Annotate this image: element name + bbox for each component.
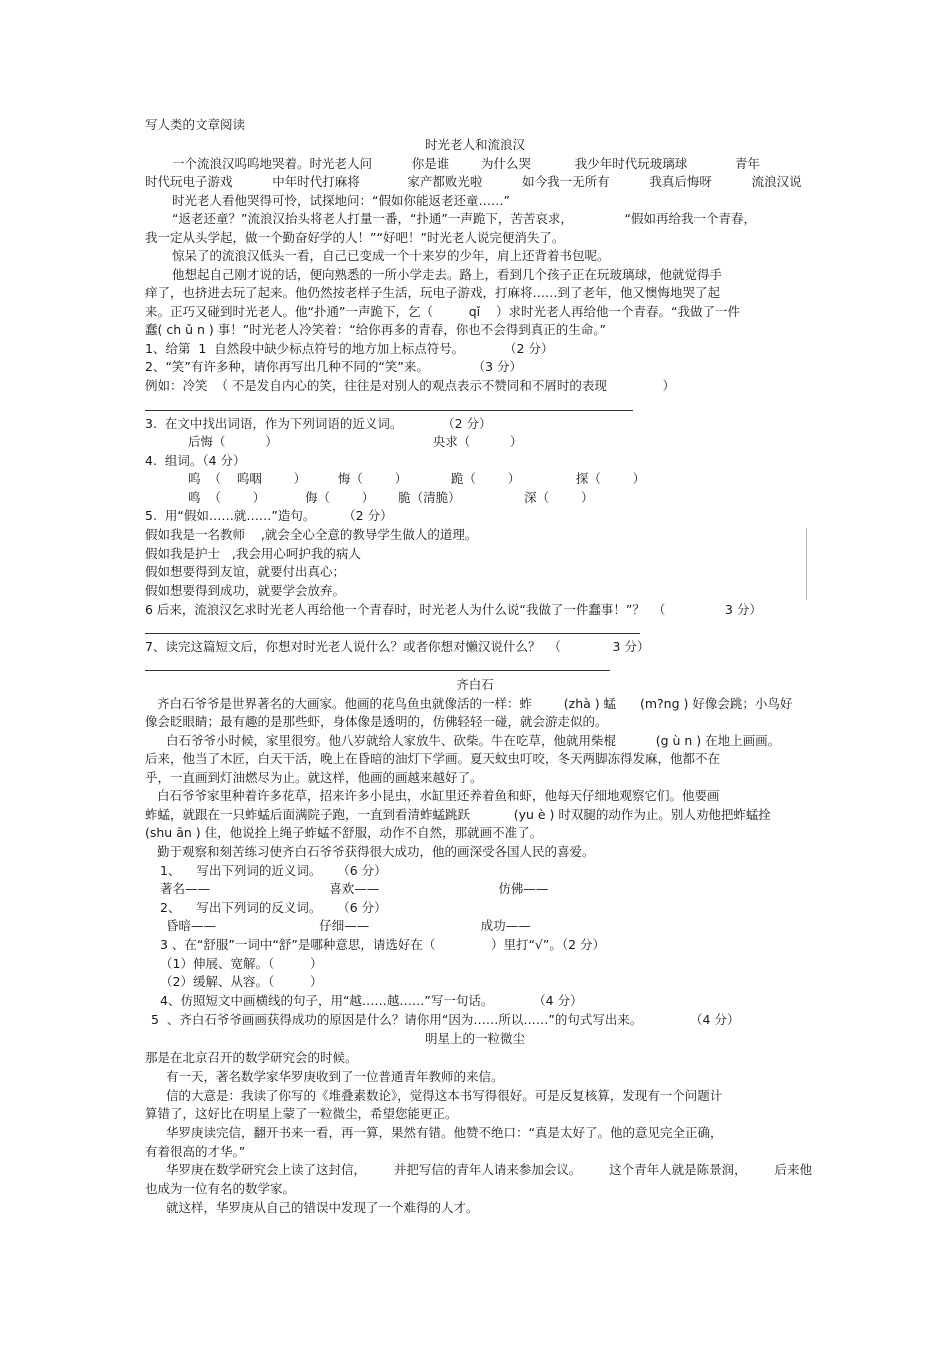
story2-question: 2、 写出下列词的反义词。 （6 分） <box>160 900 387 915</box>
sample-sentence: 假如我是护士 ,我会用心呵护我的病人 <box>145 546 361 561</box>
story1-line: 痒了，也挤进去玩了起来。他仍然按老样子生活，玩电子游戏，打麻将……到了老年，他又懊悔地哭了起 <box>145 285 721 300</box>
story1-line: 他想起自己刚才说的话，便向熟悉的一所小学走去。路上，看到几个孩子正在玩玻璃球，他就觉得手 <box>172 267 723 282</box>
section-header: 写人类的文章阅读 <box>145 117 246 132</box>
story3-line: 有着很高的才华。” <box>145 1144 246 1159</box>
story1-question: 4. 组词。（4 分） <box>145 453 246 468</box>
story2-line: 白石爷爷小时候，家里很穷。他八岁就给人家放牛、砍柴。牛在吃草，他就用柴棍 (g ù n ) 在地上画画。 <box>166 733 781 748</box>
story3-title: 明星上的一粒微尘 <box>424 1031 525 1046</box>
story1-title: 时光老人和流浪汉 <box>424 137 525 152</box>
story2-question: 3 、在“舒服”一词中“舒”是哪种意思，请选好在（ ）里打“√”。（2 分） <box>160 937 606 952</box>
story2-line: 乎，一直画到灯油燃尽为止。就这样，他画的画越来越好了。 <box>145 770 483 785</box>
story1-line: 一个流浪汉呜呜地哭着。时光老人问 你是谁 为什么哭 我少年时代玩玻璃球 青年 <box>172 156 760 171</box>
story2-line: 齐白石爷爷是世界著名的大画家。他画的花鸟鱼虫就像活的一样：蚱 (zhà ) 蜢 (m?ng ) 好像会跳；小鸟好 <box>157 696 793 711</box>
story3-line: 信的大意是：我读了你写的《堆叠素数论》，觉得这本书写得很好。可是反复核算，发现有一个问题计 <box>166 1088 723 1103</box>
story1-line: “返老还童？”流浪汉抬头将老人打量一番，“扑通”一声跪下，苦苦哀求， “假如再给我一个青春， <box>172 211 757 226</box>
story3-line: 也成为一位有名的数学家。 <box>145 1181 296 1196</box>
story2-question: 5 、齐白石爷爷画画获得成功的原因是什么？请你用“因为……所以……”的句式写出来。 （4 分） <box>151 1012 740 1027</box>
story1-question: 5. 用“假如……就……”造句。 （2 分） <box>145 508 393 523</box>
story1-question: 例如：冷笑 （ 不是发自内心的笑，往往是对别人的观点表示不赞同和不屑时的表现 ） <box>145 378 676 393</box>
story2-question: 1、 写出下列词的近义词。 （6 分） <box>160 863 387 878</box>
story2-question: 著名—— 喜欢—— 仿佛—— <box>160 881 549 896</box>
story2-line: 像会眨眼睛；最有趣的是那些虾，身体像是透明的，仿佛轻轻一碰，就会游走似的。 <box>145 714 608 729</box>
answer-line <box>145 633 640 634</box>
story2-question: （2）缓解、从容。（ ） <box>160 974 323 989</box>
story3-line: 华罗庚在数学研究会上读了这封信， 并把写信的青年人请来参加会议。 这个青年人就是陈景润， 后来他 <box>166 1162 812 1177</box>
story3-line: 有一天，著名数学家华罗庚收到了一位普通青年教师的来信。 <box>166 1069 504 1084</box>
story2-line: 白石爷爷家里种着许多花草，招来许多小昆虫，水缸里还养着鱼和虾，他每天仔细地观察它们。他要画 <box>157 788 720 803</box>
story1-question: 3. 在文中找出词语，作为下列词语的近义词。 （2 分） <box>145 416 492 431</box>
story1-question: 2、“笑”有许多种，请你再写出几种不同的“笑”来。 （3 分） <box>145 359 522 374</box>
story2-title: 齐白石 <box>456 677 494 692</box>
story1-question: 6 后来，流浪汉乞求时光老人再给他一个青春时，时光老人为什么说“我做了一件蠢事！”？ （ 3 分） <box>145 602 762 617</box>
story1-line: 来。正巧又碰到时光老人。他“扑通”一声跪下，乞（ qǐ ）求时光老人再给他一个青春。“我做了一件 <box>145 304 740 319</box>
sample-sentence: 假如想要得到友谊，就要付出真心； <box>145 564 346 579</box>
story1-line: 我一定从头学起，做一个勤奋好学的人！”“好吧！”时光老人说完便消失了。 <box>145 230 565 245</box>
story2-question: 4、仿照短文中画横线的句子，用“越……越……”写一句话。 （4 分） <box>160 993 583 1008</box>
sample-sentence: 假如我是一名教师 ,就会全心全意的教导学生做人的道理。 <box>145 527 478 542</box>
story1-line: 时光老人看他哭得可怜，试探地问：“假如你能返老还童……” <box>172 193 510 208</box>
story2-question: （1）伸展、宽解。（ ） <box>160 956 323 971</box>
story1-question: 7、读完这篇短文后，你想对时光老人说什么？或者你想对懒汉说什么？ （ 3 分） <box>145 639 650 654</box>
story1-question: 呜 （ 呜咽 ） 悔（ ） 跪（ ） 探（ ） <box>188 471 646 486</box>
story2-line: 蚱蜢，就跟在一只蚱蜢后面满院子跑，一直到看清蚱蜢跳跃 (yu è ) 时双腿的动作为止。别人劝他把蚱蜢拴 <box>145 807 771 822</box>
scan-mark <box>806 528 807 600</box>
story3-line: 就这样，华罗庚从自己的错误中发现了一个难得的人才。 <box>166 1200 479 1215</box>
story3-line: 那是在北京召开的数学研究会的时候。 <box>145 1050 358 1065</box>
story1-question: 后悔（ ） 央求（ ） <box>188 434 523 449</box>
story1-line: 惊呆了的流浪汉低头一看，自己已变成一个十来岁的少年，肩上还背着书包呢。 <box>172 248 610 263</box>
story1-question: 鸣 （ ） 侮（ ） 脆（清脆） 深（ ） <box>188 490 594 505</box>
story3-line: 华罗庚读完信，翻开书来一看，再一算，果然有错。他赞不绝口：“真是太好了。他的意见完全正确， <box>166 1125 723 1140</box>
story2-line: 勤于观察和刻苦练习使齐白石爷爷获得很大成功，他的画深受各国人民的喜爱。 <box>157 844 595 859</box>
sample-sentence: 假如想要得到成功，就要学会放弃。 <box>145 583 346 598</box>
answer-line <box>145 670 610 671</box>
story1-line: 蠢( ch ǔ n ) 事！”时光老人冷笑着：“给你再多的青春，你也不会得到真正的生命。” <box>145 322 606 337</box>
story2-question: 昏暗—— 仔细—— 成功—— <box>166 918 531 933</box>
story2-line: (shu ān ) 住，他说拴上绳子蚱蜢不舒服，动作不自然，那就画不准了。 <box>145 825 543 840</box>
story1-question: 1、给第 1 自然段中缺少标点符号的地方加上标点符号。 （2 分） <box>145 341 554 356</box>
story2-line: 后来，他当了木匠，白天干活，晚上在昏暗的油灯下学画。夏天蚊虫叮咬，冬天两脚冻得发麻，他都不在 <box>145 751 721 766</box>
story1-line: 时代玩电子游戏 中年时代打麻将 家产都败光啦 如今我一无所有 我真后悔呀 流浪汉说 <box>145 174 802 189</box>
story3-line: 算错了，这好比在明星上蒙了一粒微尘，希望您能更正。 <box>145 1106 458 1121</box>
answer-line <box>145 410 633 411</box>
